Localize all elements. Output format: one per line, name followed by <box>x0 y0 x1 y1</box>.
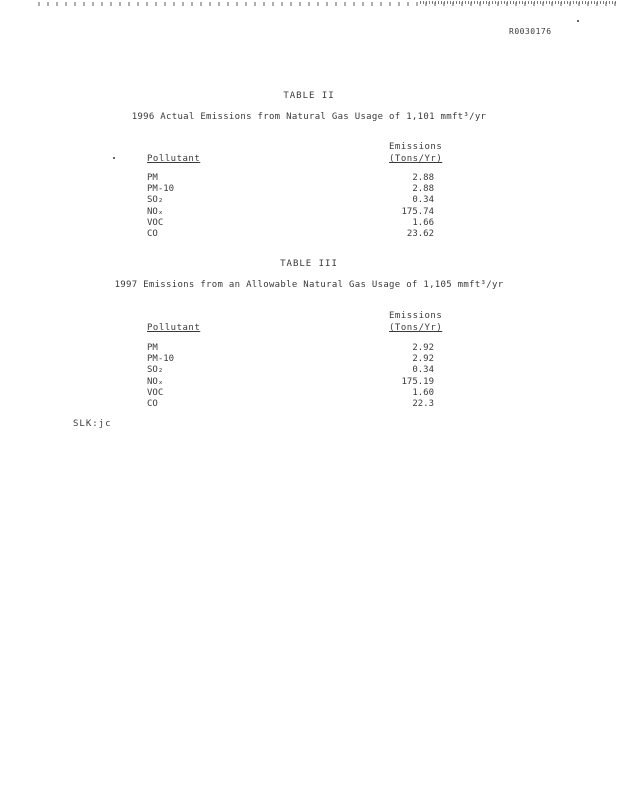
table-iii-pollutant-cell: VOC <box>147 387 164 398</box>
table-ii-pollutant-header: Pollutant <box>147 154 201 164</box>
table-ii-value-cell: 0.34 <box>412 195 434 206</box>
table-ii-pollutant-cell: PM <box>147 173 158 183</box>
table-iii-value-cell: 0.34 <box>412 365 434 376</box>
table-ii-title: TABLE II <box>283 91 335 101</box>
table-ii-pollutant-column <box>147 173 174 240</box>
table-ii-emissions-header: Emissions <box>389 142 443 152</box>
scan-speck <box>577 20 579 22</box>
scan-speck <box>113 157 115 159</box>
document-id: R0030176 <box>509 27 552 36</box>
table-ii-pollutant-cell: PM-10 <box>147 184 175 195</box>
table-ii-value-cell: 2.88 <box>412 184 434 195</box>
table-iii-pollutant-cell: SO₂ <box>147 365 164 376</box>
table-ii-value-cell: 1.66 <box>412 217 434 228</box>
scan-artifact-top-right <box>420 1 616 4</box>
table-iii-pollutant-cell: PM <box>147 343 158 353</box>
table-iii-subtitle: 1997 Emissions from an Allowable Natural Gas Usage of 1,105 mmft³/yr <box>114 280 504 290</box>
table-ii-pollutant-cell: NOₓ <box>147 206 164 217</box>
table-iii-pollutant-header: Pollutant <box>147 323 201 333</box>
table-iii-value-cell: 22.3 <box>412 399 434 410</box>
table-ii-pollutant-cell: VOC <box>147 217 164 228</box>
table-ii-pollutant-cell: CO <box>147 229 158 240</box>
table-iii-value-cell: 2.92 <box>412 354 434 365</box>
table-iii-units-header: (Tons/Yr) <box>389 323 443 333</box>
table-ii-value-cell: 23.62 <box>406 229 434 240</box>
table-iii-pollutant-cell: NOₓ <box>147 376 164 387</box>
table-ii-value-cell: 2.88 <box>412 173 434 183</box>
table-iii-pollutant-column <box>147 343 174 410</box>
table-ii-subtitle: 1996 Actual Emissions from Natural Gas Usage of 1,101 mmft³/yr <box>131 112 487 122</box>
table-iii-value-cell: 175.19 <box>401 376 434 387</box>
table-iii-pollutant-cell: PM-10 <box>147 354 175 365</box>
table-iii-value-cell: 1.60 <box>412 387 434 398</box>
table-iii-pollutant-cell: CO <box>147 399 158 410</box>
table-ii-units-header: (Tons/Yr) <box>389 154 443 164</box>
table-iii-title: TABLE III <box>280 259 338 269</box>
author-initials: SLK:jc <box>73 419 112 429</box>
table-ii-pollutant-cell: SO₂ <box>147 195 164 206</box>
table-ii-value-column <box>372 173 434 240</box>
table-iii-emissions-header: Emissions <box>389 311 443 321</box>
table-iii-value-cell: 2.92 <box>412 343 434 353</box>
table-iii-value-column <box>372 343 434 410</box>
table-ii-value-cell: 175.74 <box>401 206 434 217</box>
